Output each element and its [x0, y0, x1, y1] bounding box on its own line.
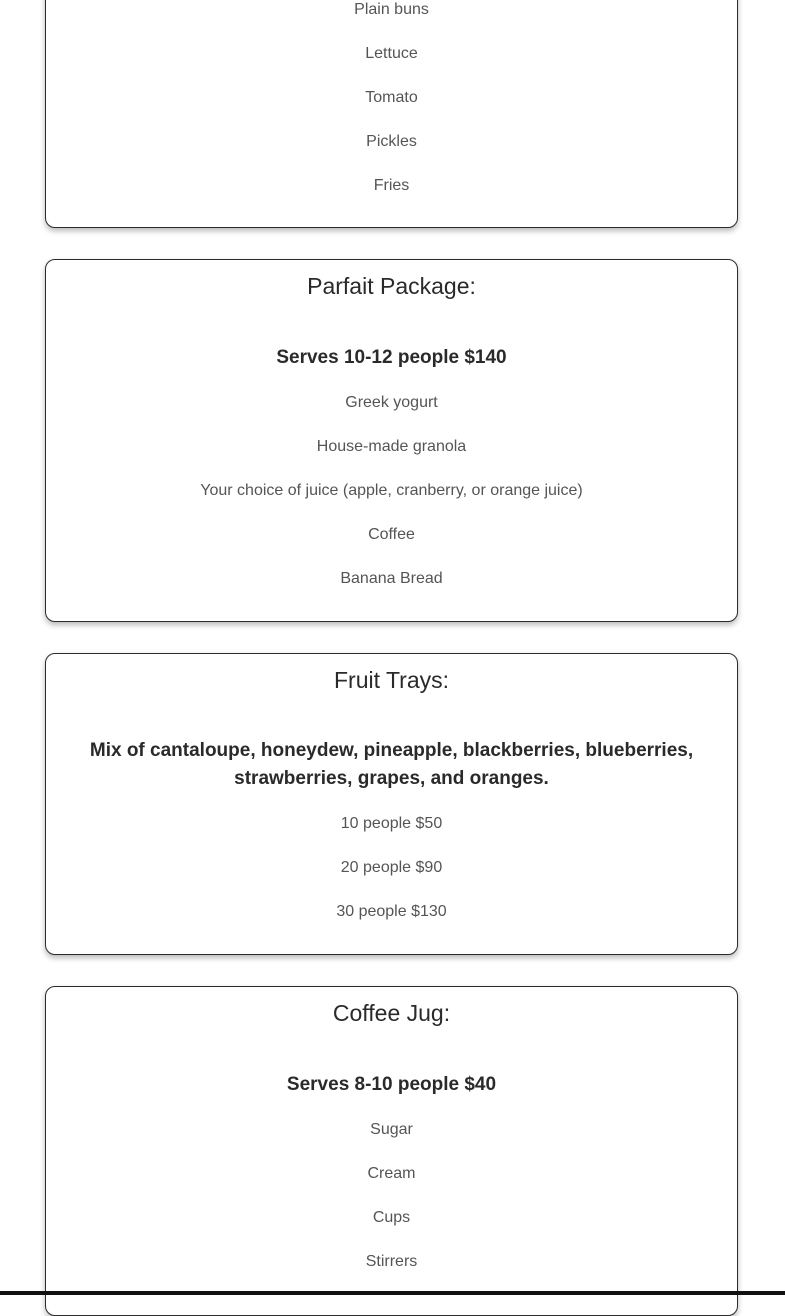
menu-item: Fries	[373, 177, 410, 194]
menu-item: Banana Bread	[340, 570, 443, 587]
menu-item: House-made granola	[316, 438, 467, 455]
bottom-edge-bar	[0, 1291, 785, 1295]
card-subtitle: strawberries, grapes, and oranges.	[234, 768, 549, 789]
menu-item: Your choice of juice (apple, cranberry, or orange juice)	[200, 482, 583, 499]
coffee-jug-card	[45, 986, 738, 1316]
card-title: Coffee Jug:	[332, 1000, 451, 1026]
card-subtitle: Mix of cantaloupe, honeydew, pineapple, blackberries, blueberries,	[89, 740, 694, 761]
menu-item: Sugar	[370, 1121, 413, 1138]
parfait-package-card	[45, 259, 738, 622]
menu-item: Lettuce	[365, 45, 418, 62]
menu-item: 10 people $50	[340, 815, 443, 832]
card-subtitle: Serves 10-12 people $140	[276, 347, 507, 368]
menu-item: Cups	[372, 1209, 411, 1226]
menu-item: 20 people $90	[340, 859, 443, 876]
menu-item: Pickles	[366, 133, 417, 150]
card-title: Parfait Package:	[307, 273, 476, 299]
menu-item: Cream	[367, 1165, 416, 1182]
menu-item: Plain buns	[354, 1, 429, 18]
card-title: Fruit Trays:	[333, 667, 449, 693]
menu-item: 30 people $130	[336, 903, 447, 920]
menu-item: Coffee	[368, 526, 415, 543]
fruit-trays-card	[45, 653, 738, 955]
card-subtitle: Serves 8-10 people $40	[286, 1074, 497, 1095]
burger-package-card	[45, 0, 738, 228]
menu-item: Greek yogurt	[345, 394, 438, 411]
menu-item: Stirrers	[365, 1253, 418, 1270]
menu-item: Tomato	[365, 89, 418, 106]
